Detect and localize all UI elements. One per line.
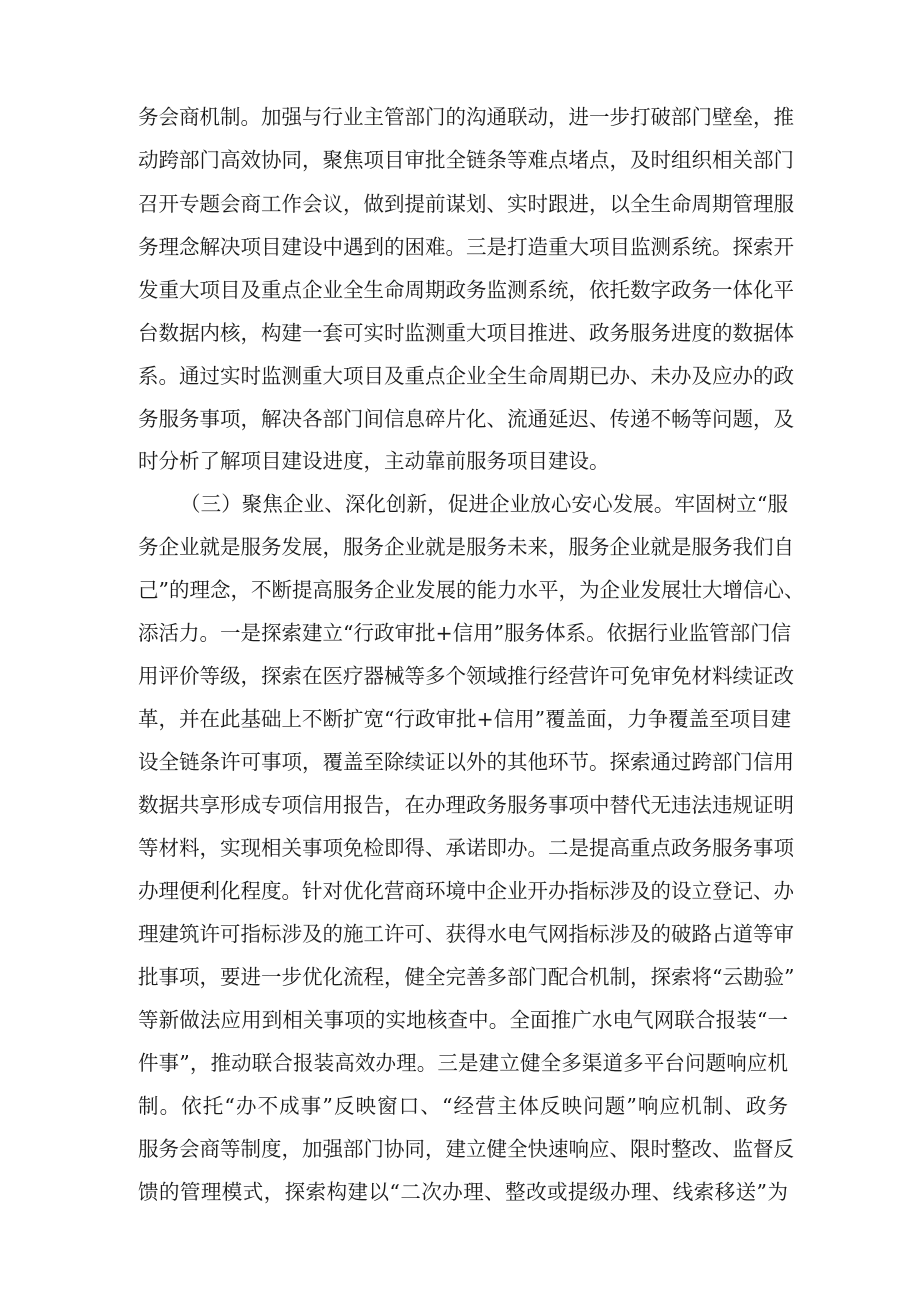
text-line: 等新做法应用到相关事项的实地核查中。全面推广水电气网联合报装“一 xyxy=(138,1008,788,1032)
text-line: 制。依托“办不成事”反映窗口、“经营主体反映问题”响应机制、政务 xyxy=(138,1094,788,1118)
text-line: 召开专题会商工作会议，做到提前谋划、实时跟进，以全生命周期管理服 xyxy=(138,192,794,216)
text-line: 服务会商等制度，加强部门协同，建立健全快速响应、限时整改、监督反 xyxy=(138,1137,794,1161)
paragraph-last-line: 时分析了解项目建设进度，主动靠前服务项目建设。 xyxy=(138,449,610,473)
text-line: 馈的管理模式，探索构建以“二次办理、整改或提级办理、线索移送”为 xyxy=(138,1180,788,1204)
text-line: 动跨部门高效协同，聚焦项目审批全链条等难点堵点，及时组织相关部门 xyxy=(138,148,794,172)
text-line: 添活力。一是探索建立“行政审批+信用”服务体系。依据行业监管部门信 xyxy=(138,621,792,645)
text-line: 数据共享形成专项信用报告，在办理政务服务事项中替代无违法违规证明 xyxy=(138,793,794,817)
text-line: 等材料，实现相关事项免检即得、承诺即办。二是提高重点政务服务事项 xyxy=(138,836,794,860)
text-line: 务企业就是服务发展，服务企业就是服务未来，服务企业就是服务我们自 xyxy=(138,535,794,559)
text-line: 务会商机制。加强与行业主管部门的沟通联动，进一步打破部门壁垒，推 xyxy=(138,105,794,129)
text-line: 办理便利化程度。针对优化营商环境中企业开办指标涉及的设立登记、办 xyxy=(138,879,794,903)
text-line: 系。通过实时监测重大项目及重点企业全生命周期已办、未办及应办的政 xyxy=(138,364,794,388)
text-line: 己”的理念，不断提高服务企业发展的能力水平，为企业发展壮大增信心、 xyxy=(138,578,805,602)
text-line: 发重大项目及重点企业全生命周期政务监测系统，依托数字政务一体化平 xyxy=(138,278,794,302)
text-line: 理建筑许可指标涉及的施工许可、获得水电气网指标涉及的破路占道等审 xyxy=(138,922,794,946)
text-line: 用评价等级，探索在医疗器械等多个领域推行经营许可免审免材料续证改 xyxy=(138,664,794,688)
text-line: 件事”，推动联合报装高效办理。三是建立健全多渠道多平台问题响应机 xyxy=(138,1051,788,1075)
text-line: 务服务事项，解决各部门间信息碎片化、流通延迟、传递不畅等问题，及 xyxy=(138,407,794,431)
text-line: 务理念解决项目建设中遇到的困难。三是打造重大项目监测系统。探索开 xyxy=(138,235,794,259)
text-line: 设全链条许可事项，覆盖至除续证以外的其他环节。探索通过跨部门信用 xyxy=(138,750,794,774)
text-line: 批事项，要进一步优化流程，健全完善多部门配合机制，探索将“云勘验” xyxy=(138,965,795,989)
text-line: 台数据内核，构建一套可实时监测重大项目推进、政务服务进度的数据体 xyxy=(138,321,794,345)
text-line: 革，并在此基础上不断扩宽“行政审批+信用”覆盖面，力争覆盖至项目建 xyxy=(138,707,792,731)
section-heading-line: （三）聚焦企业、深化创新，促进企业放心安心发展。牢固树立“服 xyxy=(180,492,788,516)
